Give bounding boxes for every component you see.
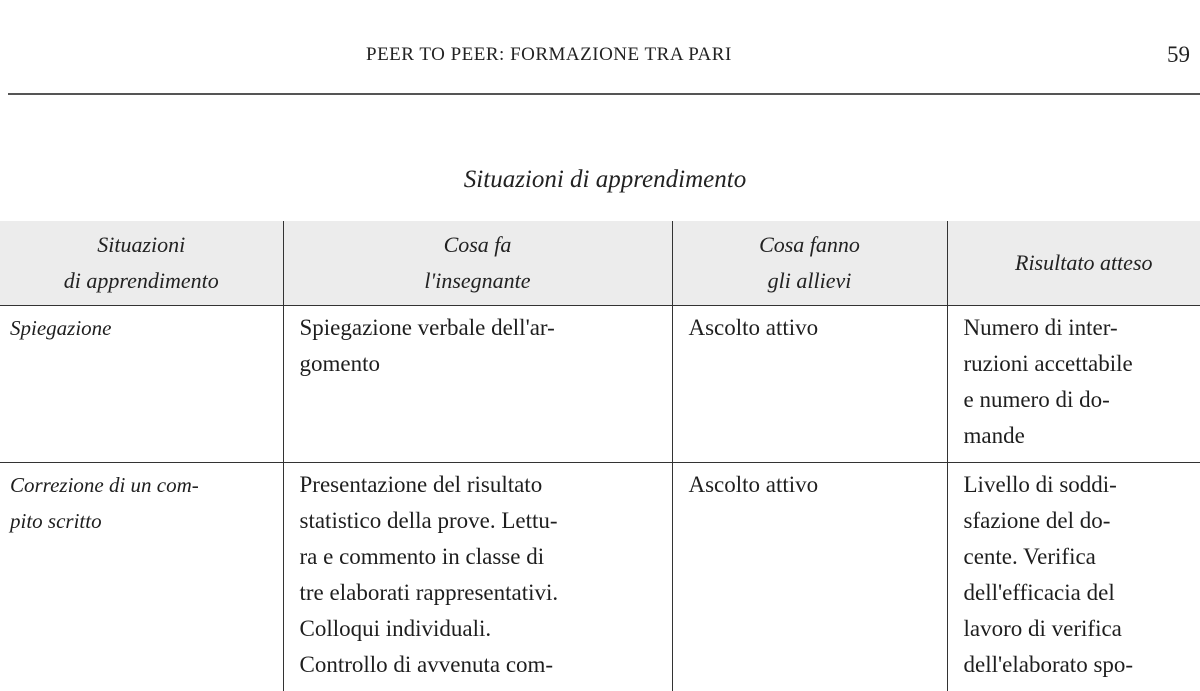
running-title: PEER TO PEER: FORMAZIONE TRA PARI: [366, 44, 732, 66]
cell-line: Correzione di un com-: [10, 467, 273, 503]
header-line: di apprendimento: [6, 263, 277, 299]
cell-line: tre elaborati rappresentativi.: [300, 575, 662, 611]
column-header-situazioni: [0, 221, 283, 306]
cell-line: mande: [964, 418, 1200, 454]
cell-line: Ascolto attivo: [689, 310, 937, 346]
header-line: Cosa fanno: [679, 227, 941, 263]
cell-line: e numero di do-: [964, 382, 1200, 418]
cell-allievi: [672, 463, 947, 691]
header-line: Situazioni: [6, 227, 277, 263]
cell-line: dell'efficacia del: [964, 575, 1200, 611]
cell-line: statistico della prove. Lettu-: [300, 503, 662, 539]
cell-situazione: [0, 463, 283, 691]
cell-line: gomento: [300, 346, 662, 382]
header-line: gli allievi: [679, 263, 941, 299]
cell-allievi: [672, 306, 947, 463]
cell-line: Spiegazione: [10, 310, 273, 346]
page-number: 59: [1167, 42, 1190, 68]
header-rule: [8, 93, 1200, 95]
column-header-allievi: [672, 221, 947, 306]
learning-situations-table: [0, 221, 1200, 691]
cell-line: sfazione del do-: [964, 503, 1200, 539]
cell-situazione: [0, 306, 283, 463]
table-header-row: [0, 221, 1200, 306]
cell-line: Presentazione del risultato: [300, 467, 662, 503]
cell-line: Spiegazione verbale dell'ar-: [300, 310, 662, 346]
running-head: [0, 40, 1200, 76]
header-line: Cosa fa: [290, 227, 666, 263]
header-line: l'insegnante: [290, 263, 666, 299]
cell-line: ruzioni accettabile: [964, 346, 1200, 382]
cell-line: pito scritto: [10, 503, 273, 539]
cell-line: Colloqui individuali.: [300, 611, 662, 647]
cell-insegnante: [283, 463, 672, 691]
column-header-insegnante: [283, 221, 672, 306]
header-line: Risultato atteso: [954, 245, 1200, 281]
cell-line: Controllo di avvenuta com-: [300, 647, 662, 683]
cell-risultato: [947, 306, 1200, 463]
table-row: [0, 463, 1200, 691]
cell-insegnante: [283, 306, 672, 463]
cell-line: Ascolto attivo: [689, 467, 937, 503]
cell-risultato: [947, 463, 1200, 691]
cell-line: cente. Verifica: [964, 539, 1200, 575]
cell-line: Livello di soddi-: [964, 467, 1200, 503]
cell-line: Numero di inter-: [964, 310, 1200, 346]
cell-line: ra e commento in classe di: [300, 539, 662, 575]
cell-line: lavoro di verifica: [964, 611, 1200, 647]
table-row: [0, 306, 1200, 463]
column-header-risultato: [947, 221, 1200, 306]
cell-line: dell'elaborato spo-: [964, 647, 1200, 683]
table-caption: Situazioni di apprendimento: [0, 166, 1200, 194]
